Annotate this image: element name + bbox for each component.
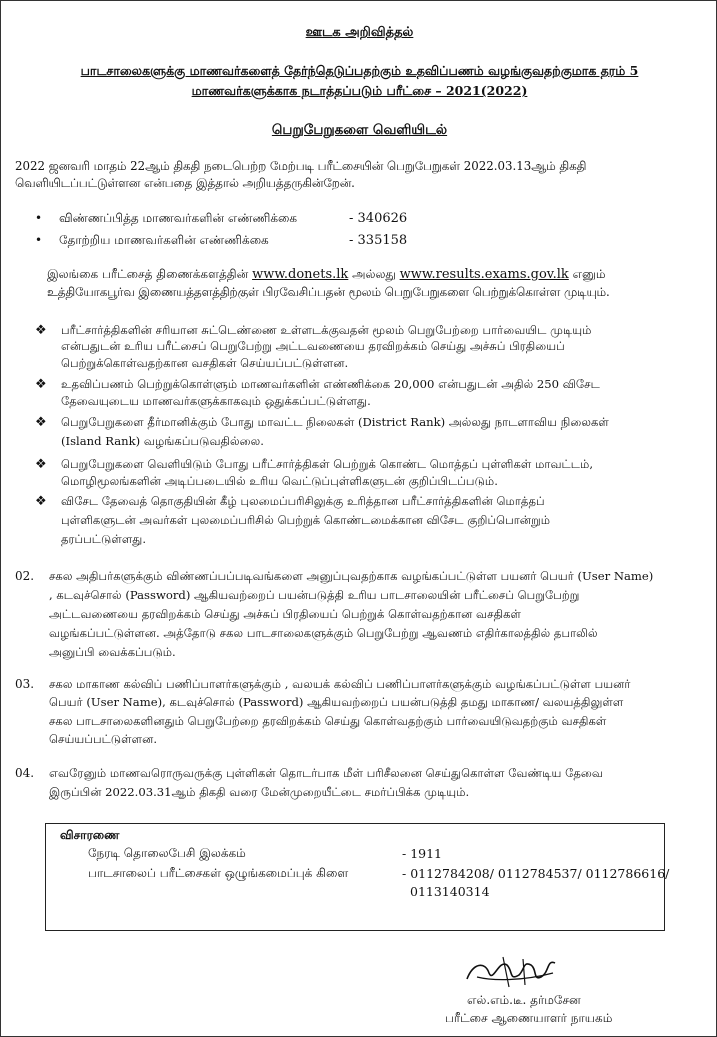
website-line-2: உத்தியோகபூர்வ இணையத்தளத்திற்குள் பிரவேசிப்பதன் மூலம் பெறுபேறுகளை பெற்றுக்கொள்ள முடியும்.	[47, 285, 610, 299]
signatory-name: எல்.எம்.டீ. தர்மசேன	[467, 993, 581, 1007]
note-1-line-3: பெற்றுக்கொள்வதற்கான வசதிகள் செய்யப்பட்டுள்ளன.	[61, 356, 349, 370]
diamond-bullet-icon: ❖	[35, 494, 47, 509]
note-5-line-2: புள்ளிகளுடன் அவர்கள் புலமைப்பரிசில் பெற்றுக் கொண்டமைக்கான விசேட குறிப்பொன்றும்	[61, 513, 551, 527]
diamond-bullet-icon: ❖	[35, 415, 47, 430]
intro-line-1: 2022 ஜனவரி மாதம் 22ஆம் திகதி நடைபெற்ற மேற்படி பரீட்சையின் பெறுபேறுகள் 2022.03.13ஆம் திகதி	[15, 159, 587, 173]
inquiry-box	[45, 823, 670, 931]
note-4-line-1: பெறுபேறுகளை வெளியிடும் போது பரீட்சார்த்திகள் பெற்றுக் கொண்ட மொத்தப் புள்ளிகள் மாவட்டம்,	[61, 457, 594, 471]
bullet-dot-icon: •	[35, 211, 43, 225]
note-3-line-1: பெறுபேறுகளை தீர்மானிக்கும் போது மாவட்ட நிலைகள் (District Rank) அல்லது நாடளாவிய நிலைகள்	[61, 415, 609, 429]
paragraph-line: சகல பாடசாலைகளினதும் பெறுபேற்றை தரவிறக்கம் செய்து கொள்வதற்கும் பார்வையிடுவதற்கும் வசதிகள்	[49, 714, 607, 728]
inquiry-row-2-value-1: - 0112784208/ 0112784537/ 0112786616/	[402, 866, 670, 881]
paragraph-line: வழங்கப்பட்டுள்ளன. அத்தோடு சகல பாடசாலைகளுக்கும் பெறுபேற்று ஆவணம் எதிர்காலத்தில் தபாலில்	[49, 626, 598, 640]
inquiry-row-1-label: நேரடி தொலைபேசி இலக்கம்	[88, 846, 246, 860]
note-3-line-2: (Island Rank) வழங்கப்படுவதில்லை.	[61, 434, 264, 448]
paragraph-number: 02.	[15, 569, 35, 583]
results-link[interactable]: www.results.exams.gov.lk	[399, 267, 569, 282]
press-release-heading: ஊடக அறிவித்தல்	[305, 25, 414, 40]
donets-link[interactable]: www.donets.lk	[252, 267, 349, 282]
inquiry-row-1-value: - 1911	[402, 846, 443, 861]
paragraph-line: சகல அதிபர்களுக்கும் விண்ணப்பப்படிவங்களை அனுப்புவதற்காக வழங்கப்பட்டுள்ள பயனர் பெயர் (User Name)	[49, 569, 654, 583]
paragraph-number: 03.	[15, 677, 35, 691]
note-1-line-1: பரீட்சார்த்திகளின் சரியான சுட்டெண்ணை உள்ளடக்குவதன் மூலம் பெறுபேற்றை பார்வையிட முடியும்	[61, 323, 592, 337]
paragraph-line: செய்யப்பட்டுள்ளன.	[49, 732, 158, 746]
website-pre-text: இலங்கை பரீட்சைத் திணைக்களத்தின்	[47, 267, 249, 281]
note-2-line-1: உதவிப்பணம் பெற்றுக்கொள்ளும் மாணவர்களின் எண்ணிக்கை 20,000 என்பதுடன் அதில் 250 விசேட	[61, 377, 600, 391]
intro-line-2: வெளியிடப்பட்டுள்ளன என்பதை இத்தால் அறியத்தருகின்றேன்.	[15, 176, 355, 190]
note-4-line-2: மொழிமூலங்களின் அடிப்படையில் உரிய வெட்டுப்புள்ளிகளுடன் குறிப்பிடப்படும்.	[61, 474, 498, 488]
stat-label: விண்ணப்பித்த மாணவர்களின் எண்ணிக்கை	[59, 211, 298, 225]
stat-label: தோற்றிய மாணவர்களின் எண்ணிக்கை	[59, 233, 269, 247]
signatory-title: பரீட்சை ஆணையாளர் நாயகம்	[445, 1011, 613, 1025]
paragraph-line: சகல மாகாண கல்விப் பணிப்பாளர்களுக்கும் , வலயக் கல்விப் பணிப்பாளர்களுக்கும் வழங்கப்பட்டுள்ள பயனர்	[49, 677, 631, 691]
website-mid-text: அல்லது	[352, 267, 396, 281]
diamond-bullet-icon: ❖	[35, 323, 47, 338]
paragraph-line: எவரேனும் மாணவரொருவருக்கு புள்ளிகள் தொடர்பாக மீள் பரிசீலனை செய்துகொள்ள வேண்டிய தேவை	[49, 766, 603, 780]
inquiry-row-2-label: பாடசாலைப் பரீட்சைகள் ஒழுங்கமைப்புக் கிளை	[88, 866, 349, 880]
paragraph-line: அட்டவணையை தரவிறக்கம் செய்து அச்சுப் பிரதியைப் பெற்றுக் கொள்வதற்கான வசதிகள்	[49, 607, 521, 621]
diamond-bullet-icon: ❖	[35, 377, 47, 392]
note-2-line-2: தேவையுடைய மாணவர்களுக்காகவும் ஒதுக்கப்பட்டுள்ளது.	[61, 394, 371, 408]
inquiry-heading: விசாரணை	[60, 828, 120, 842]
bullet-dot-icon: •	[35, 233, 43, 247]
diamond-bullet-icon: ❖	[35, 457, 47, 472]
signature-mark	[463, 951, 563, 991]
paragraph-line: பெயர் (User Name), கடவுச்சொல் (Password) ஆகியவற்றைப் பயன்படுத்தி தமது மாகாண/ வலயத்திலுள்ள	[49, 695, 624, 709]
title-line-2: மாணவர்களுக்காக நடாத்தப்படும் பரீட்சை – 2021(2022)	[191, 83, 528, 98]
paragraph-line: அனுப்பி வைக்கப்படும்.	[49, 645, 176, 659]
stat-value: - 335158	[349, 233, 408, 248]
note-1-line-2: என்பதுடன் உரிய பரீட்சைப் பெறுபேற்று அட்டவணையை தரவிறக்கம் செய்து அச்சுப் பிரதியைப்	[61, 339, 565, 353]
inquiry-row-2-value-2: 0113140314	[410, 884, 490, 899]
note-5-line-1: விசேட தேவைத் தொகுதியின் கீழ் புலமைப்பரிசிலுக்கு உரித்தான பரீட்சார்த்திகளின் மொத்தப்	[61, 494, 545, 508]
website-post-text: எனும்	[572, 267, 606, 281]
paragraph-number: 04.	[15, 766, 35, 780]
website-line-1	[47, 267, 606, 282]
note-5-line-3: தரப்பட்டுள்ளது.	[61, 532, 147, 546]
title-line-1: பாடசாலைகளுக்கு மாணவர்களைத் தேர்ந்தெடுப்பதற்கும் உதவிப்பணம் வழங்குவதற்குமாக தரம் 5	[80, 63, 639, 78]
stat-value: - 340626	[349, 211, 408, 226]
subtitle: பெறுபேறுகளை வெளியிடல்	[271, 122, 448, 138]
paragraph-line: , கடவுச்சொல் (Password) ஆகியவற்றைப் பயன்படுத்தி உரிய பாடசாலையின் பரீட்சைப் பெறுபேற்று	[49, 588, 580, 602]
paragraph-line: இருப்பின் 2022.03.31ஆம் திகதி வரை மேன்முறையீட்டை சமர்ப்பிக்க முடியும்.	[49, 785, 470, 799]
